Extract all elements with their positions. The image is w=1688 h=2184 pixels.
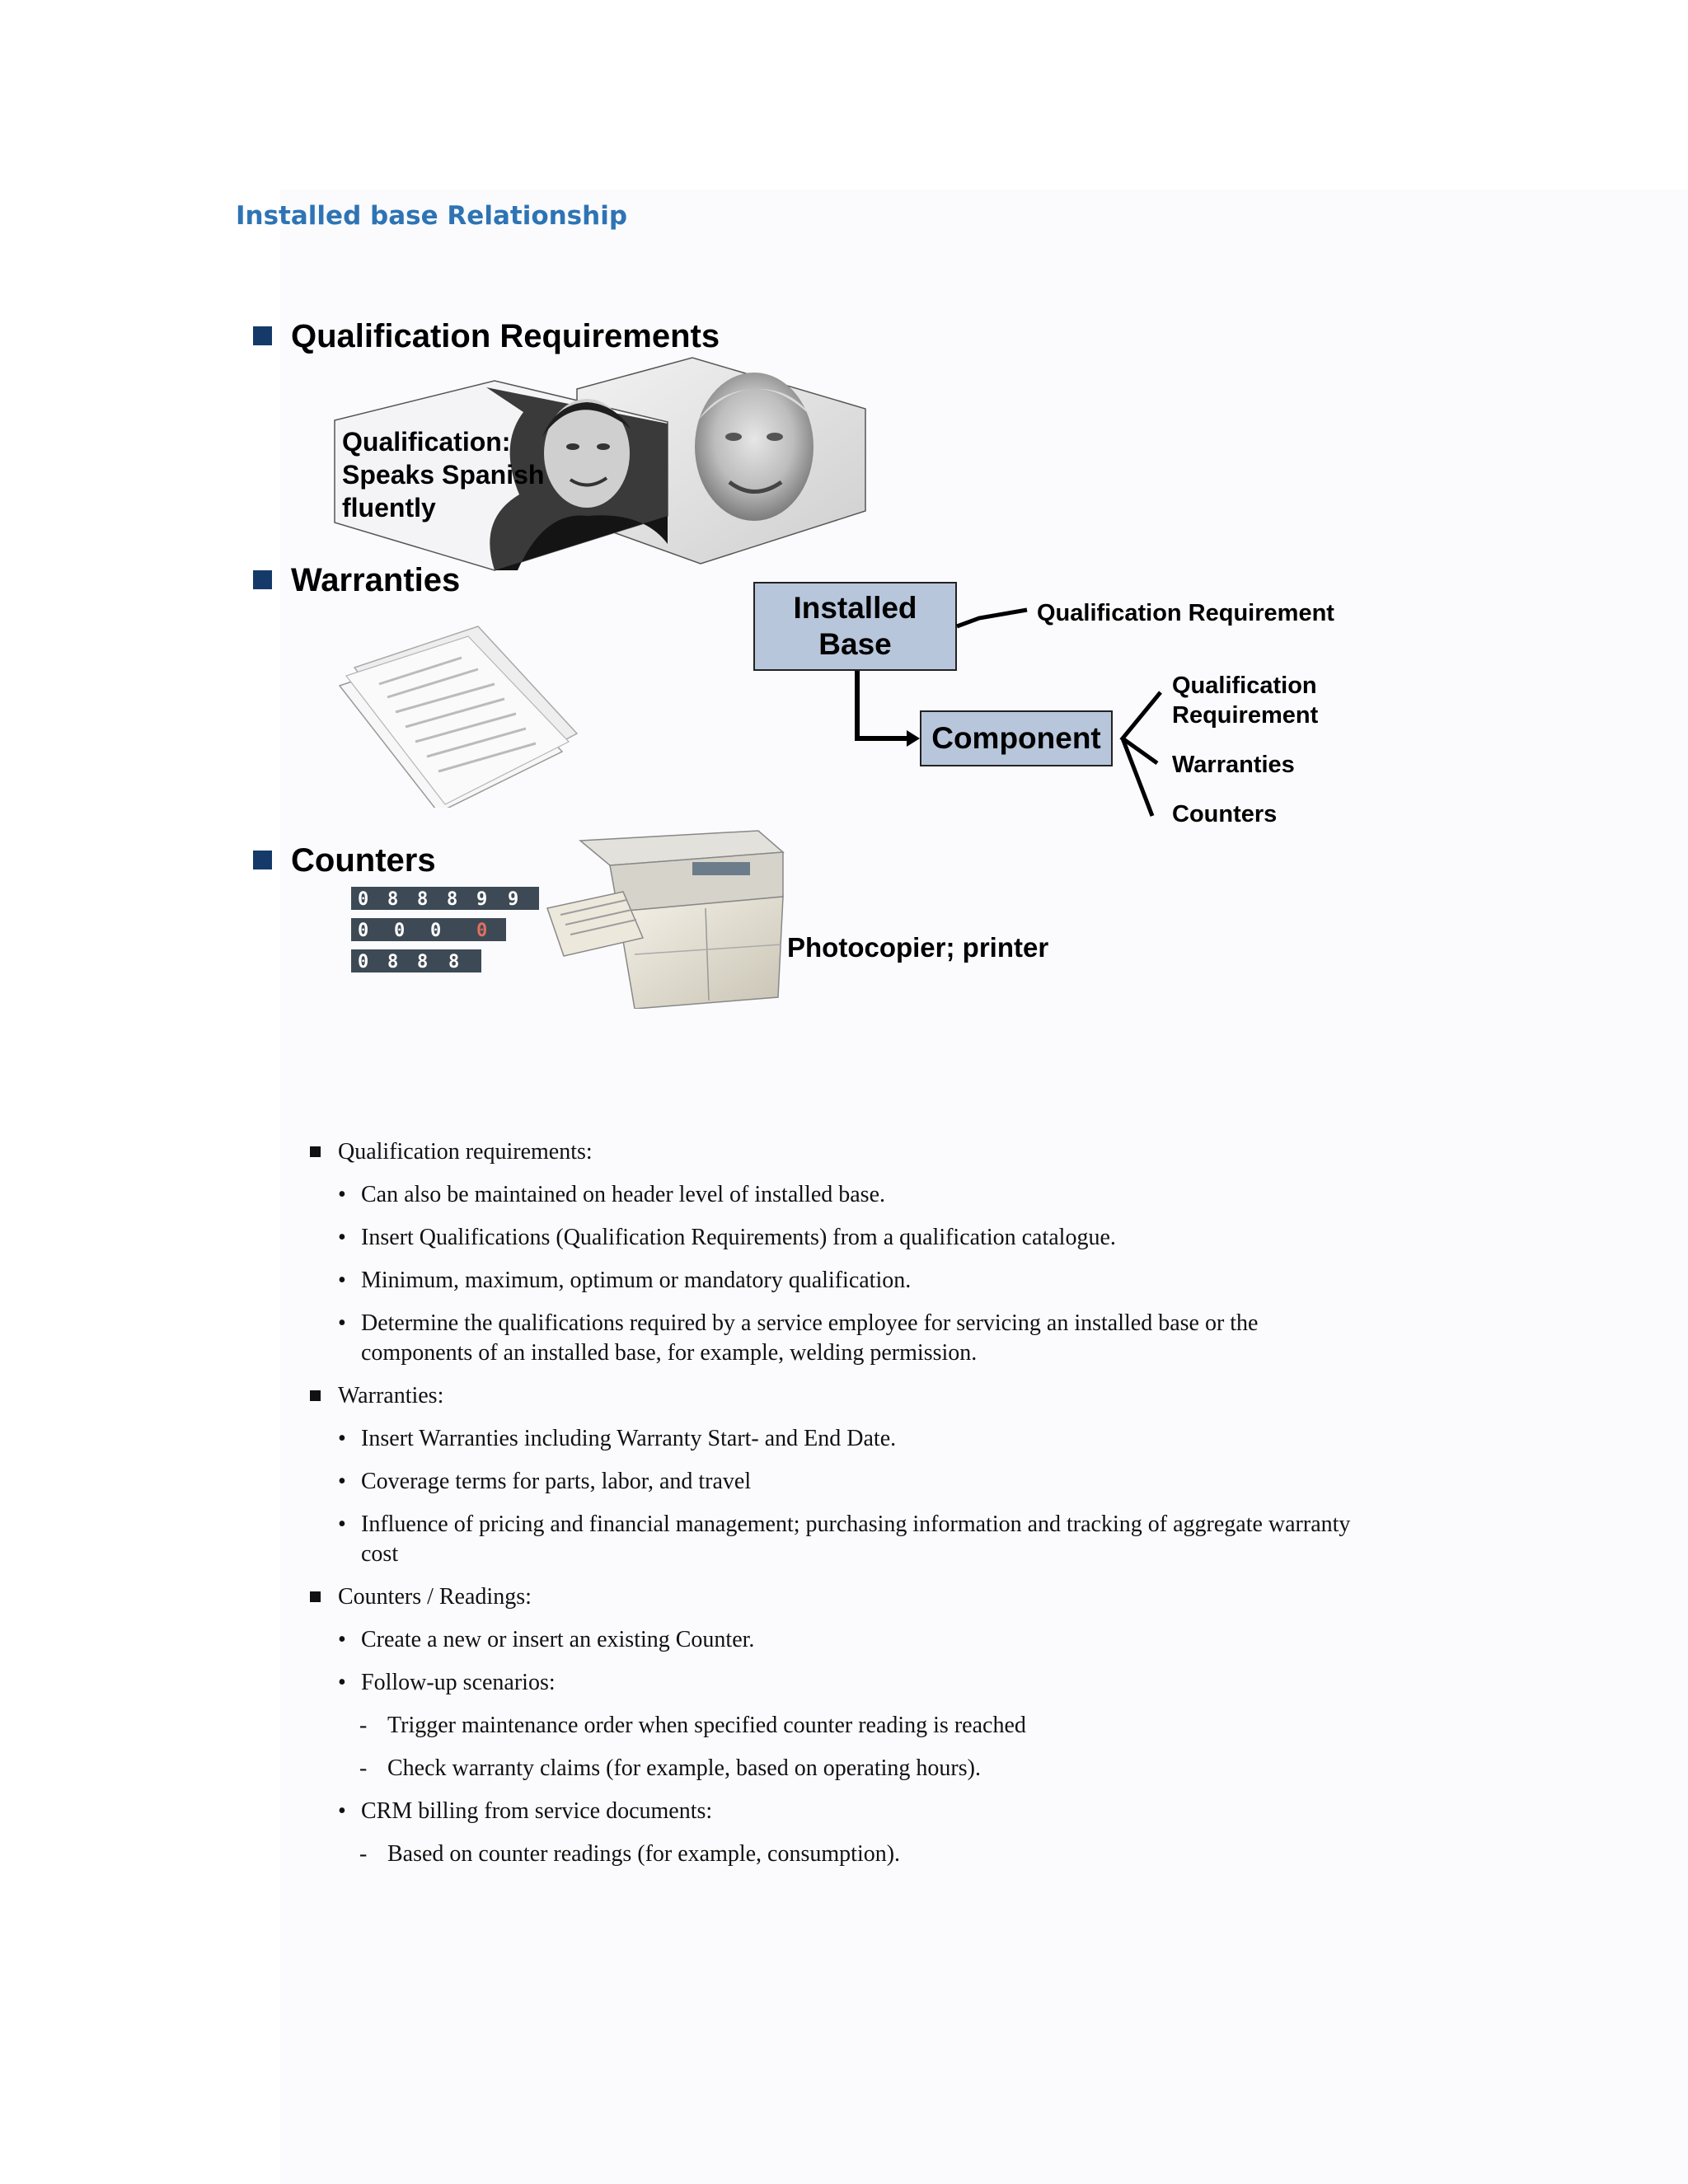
installed-base-label: Base [818, 627, 892, 661]
square-bullet-icon [310, 1390, 321, 1401]
component-qualification-line: Requirement [1172, 702, 1319, 729]
dash-bullet-icon: - [359, 1713, 368, 1738]
note-item [305, 1510, 1360, 1569]
dot-bullet-icon: • [338, 1225, 346, 1250]
note-item [305, 1711, 1360, 1741]
note-text: Influence of pricing and financial management; purchasing information and tracking of aggregate warranty cost [361, 1511, 1351, 1567]
square-bullet-icon [310, 1591, 321, 1602]
note-text: Follow-up scenarios: [361, 1670, 556, 1695]
note-item [305, 1180, 1360, 1210]
counter-digit: 9 [476, 889, 488, 910]
dot-bullet-icon: • [338, 1268, 346, 1293]
counter-digit: 9 [508, 889, 519, 910]
section-heading-counters: Counters [291, 842, 436, 879]
counter-digit: 8 [447, 889, 458, 910]
dot-bullet-icon: • [338, 1511, 346, 1537]
note-item [305, 1424, 1360, 1454]
installed-base-label: Installed [793, 591, 917, 625]
note-text: Qualification requirements: [338, 1139, 593, 1165]
component-qualification-line: Qualification [1172, 673, 1317, 699]
counter-digit: 0 [358, 952, 369, 972]
counter-digit: 8 [387, 889, 399, 910]
dash-bullet-icon: - [359, 1755, 368, 1781]
note-text: Insert Warranties including Warranty Start- and End Date. [361, 1426, 897, 1451]
note-text: Insert Qualifications (Qualification Requirements) from a qualification catalogue. [361, 1225, 1116, 1250]
note-text: Coverage terms for parts, labor, and travel [361, 1469, 752, 1494]
dot-bullet-icon: • [338, 1469, 346, 1494]
note-text: Create a new or insert an existing Counter. [361, 1627, 755, 1652]
note-item [305, 1840, 1360, 1869]
counter-display-3 [351, 949, 481, 972]
note-item [305, 1223, 1360, 1253]
component-counters-label: Counters [1172, 801, 1278, 827]
qualification-caption-line: Qualification: [342, 427, 511, 457]
note-item [305, 1467, 1360, 1497]
square-bullet-icon [310, 1146, 321, 1157]
notes-list [305, 1137, 1360, 1882]
dot-bullet-icon: • [338, 1182, 346, 1207]
component-warranties-label: Warranties [1172, 752, 1295, 778]
counter-digit: 8 [448, 952, 460, 972]
note-item [305, 1381, 1360, 1411]
note-item [305, 1668, 1360, 1698]
component-qualification-label [1172, 671, 1318, 730]
note-item [305, 1137, 1360, 1167]
installed-base-qualification-label: Qualification Requirement [1037, 600, 1334, 626]
note-item [305, 1582, 1360, 1612]
dot-bullet-icon: • [338, 1798, 346, 1824]
note-item [305, 1797, 1360, 1826]
counter-digit: 0 [476, 921, 488, 941]
note-text: CRM billing from service documents: [361, 1798, 713, 1824]
counter-digit: 0 [430, 921, 442, 941]
dot-bullet-icon: • [338, 1426, 346, 1451]
qualification-caption-line: fluently [342, 493, 436, 523]
counter-digit: 0 [358, 921, 369, 941]
component-box: Component [920, 710, 1113, 766]
qualification-caption-line: Speaks Spanish [342, 460, 545, 490]
note-text: Can also be maintained on header level of installed base. [361, 1182, 886, 1207]
note-item [305, 1266, 1360, 1296]
note-text: Trigger maintenance order when specified counter reading is reached [387, 1713, 1026, 1738]
note-text: Counters / Readings: [338, 1584, 532, 1610]
note-item [305, 1309, 1360, 1368]
note-item [305, 1754, 1360, 1783]
counter-digit: 0 [358, 889, 369, 910]
note-text: Based on counter readings (for example, consumption). [387, 1841, 901, 1867]
counter-digit: 8 [417, 889, 429, 910]
document-title: Installed base Relationship [236, 201, 628, 231]
section-heading-qualification: Qualification Requirements [291, 318, 720, 354]
note-text: Determine the qualifications required by a service employee for servicing an installed base or the components of an installed base, for example, welding permission. [361, 1310, 1259, 1366]
note-text: Minimum, maximum, optimum or mandatory qualification. [361, 1268, 912, 1293]
note-text: Check warranty claims (for example, based on operating hours). [387, 1755, 981, 1781]
dot-bullet-icon: • [338, 1310, 346, 1336]
section-heading-warranties: Warranties [291, 562, 461, 598]
dot-bullet-icon: • [338, 1670, 346, 1695]
note-text: Warranties: [338, 1383, 444, 1408]
diagram-connectors [0, 0, 1688, 907]
note-item [305, 1625, 1360, 1655]
dot-bullet-icon: • [338, 1627, 346, 1652]
counter-digit: 8 [387, 952, 399, 972]
dash-bullet-icon: - [359, 1841, 368, 1867]
counter-digit: 0 [394, 921, 406, 941]
device-caption: Photocopier; printer [787, 932, 1049, 963]
counter-digit: 8 [417, 952, 429, 972]
